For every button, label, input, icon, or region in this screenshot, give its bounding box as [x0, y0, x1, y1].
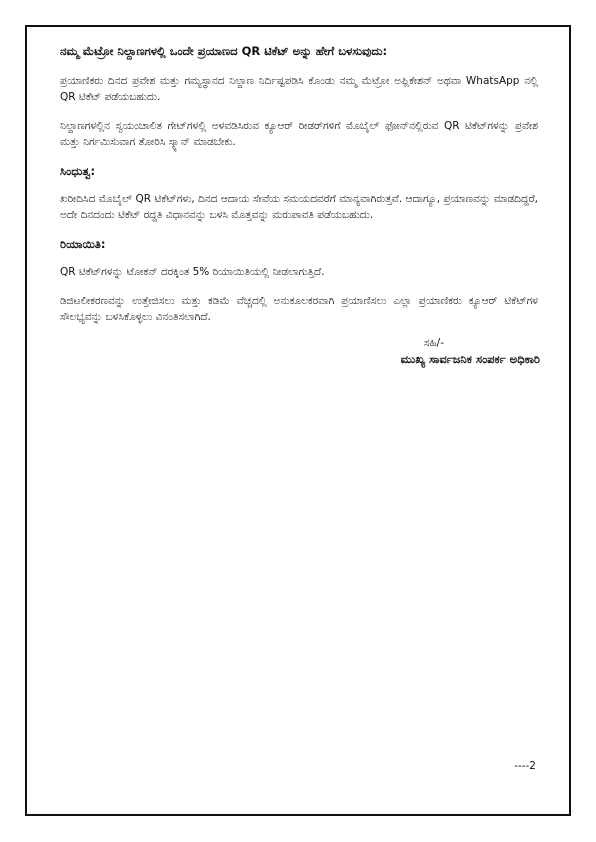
validity-paragraph: ಖರೀದಿಸಿದ ಮೊಬೈಲ್ QR ಟಿಕೆಟ್‌ಗಳು, ದಿನದ ಆದಾಯ ಸೇವೆಯ ಸಮಯದವರೆಗೆ ಮಾನ್ಯವಾಗಿರುತ್ತವೆ. ಆದಾಗ್ಯೂ, ಪ್ರಯಾಣವನ್ನು ಮಾಡದಿದ್ದರೆ, ಅದೇ ದಿನದಂದು ಟಿಕೆಟ್ ರದ್ದತಿ ವಿಧಾನವನ್ನು ಬಳಸಿ ಮೊತ್ತವನ್ನು ಮರುಪಾವತಿ ಪಡೆಯಬಹುದು.: [60, 193, 538, 221]
signature-block: [60, 335, 538, 368]
signatory-title: ಮುಖ್ಯ ಸಾರ್ವಜನಿಕ ಸಂಪರ್ಕ ಅಧಿಕಾರಿ: [400, 352, 540, 366]
document-heading: ನಮ್ಮ ಮೆಟ್ರೋ ನಿಲ್ದಾಣಗಳಲ್ಲಿ ಒಂದೇ ಪ್ರಯಾಣದ QR ಟಿಕೆಟ್ ಅನ್ನು ಹೇಗೆ ಬಳಸುವುದು:: [60, 44, 388, 58]
intro-paragraph-1: ಪ್ರಯಾಣಿಕರು ದಿನದ ಪ್ರವೇಶ ಮತ್ತು ಗಮ್ಯಸ್ಥಾನದ ನಿಲ್ದಾಣ ನಿರ್ದಿಷ್ಟಪಡಿಸಿ ಕೊಂಡು ನಮ್ಮ ಮೆಟ್ರೋ ಅಪ್ಲಿಕೇಶನ್ ಅಥವಾ WhatsApp ನಲ್ಲಿ QR ಟಿಕೆಟ್ ಪಡೆಯಬಹುದು.: [60, 75, 538, 103]
signature-mark: ಸಹಿ/-: [423, 337, 444, 349]
document-body: [60, 43, 538, 368]
closing-paragraph: ಡಿಜಿಟಲೀಕರಣವನ್ನು ಉತ್ತೇಜಿಸಲು ಮತ್ತು ಕಡಿಮೆ ವೆಚ್ಚದಲ್ಲಿ ಅನುಕೂಲಕರವಾಗಿ ಪ್ರಯಾಣಿಸಲು ಎಲ್ಲಾ ಪ್ರಯಾಣಿಕರು ಕ್ಯೂಆರ್ ಟಿಕೆಟ್‌ಗಳ ಸೌಲಭ್ಯವನ್ನು ಬಳಸಿಕೊಳ್ಳಲು ವಿನಂತಿಸಲಾಗಿದೆ.: [60, 295, 538, 323]
page-number: ----2: [514, 760, 536, 772]
intro-paragraph-2: ನಿಲ್ದಾಣಗಳಲ್ಲಿನ ಸ್ವಯಂಚಾಲಿತ ಗೇಟ್‌ಗಳಲ್ಲಿ ಅಳವಡಿಸಿರುವ ಕ್ಯೂಆರ್ ರೀಡರ್‌ಗಳಿಗೆ ಮೊಬೈಲ್ ಫೋನ್‌ನಲ್ಲಿರುವ QR ಟಿಕೆಟ್‌ಗಳನ್ನು ಪ್ರವೇಶ ಮತ್ತು ನಿರ್ಗಮಿಸುವಾಗ ತೋರಿಸಿ ಸ್ಕ್ಯಾನ್ ಮಾಡಬೇಕು.: [60, 120, 538, 148]
discount-title: ರಿಯಾಯಿತಿ:: [60, 237, 106, 251]
page-border: [25, 25, 571, 816]
discount-paragraph: QR ಟಿಕೆಟ್‌ಗಳನ್ನು ಟೋಕನ್ ದರಕ್ಕಿಂತ 5% ರಿಯಾಯಿತಿಯಲ್ಲಿ ನೀಡಲಾಗುತ್ತಿದೆ.: [60, 266, 325, 278]
validity-title: ಸಿಂಧುತ್ವ:: [60, 164, 96, 178]
